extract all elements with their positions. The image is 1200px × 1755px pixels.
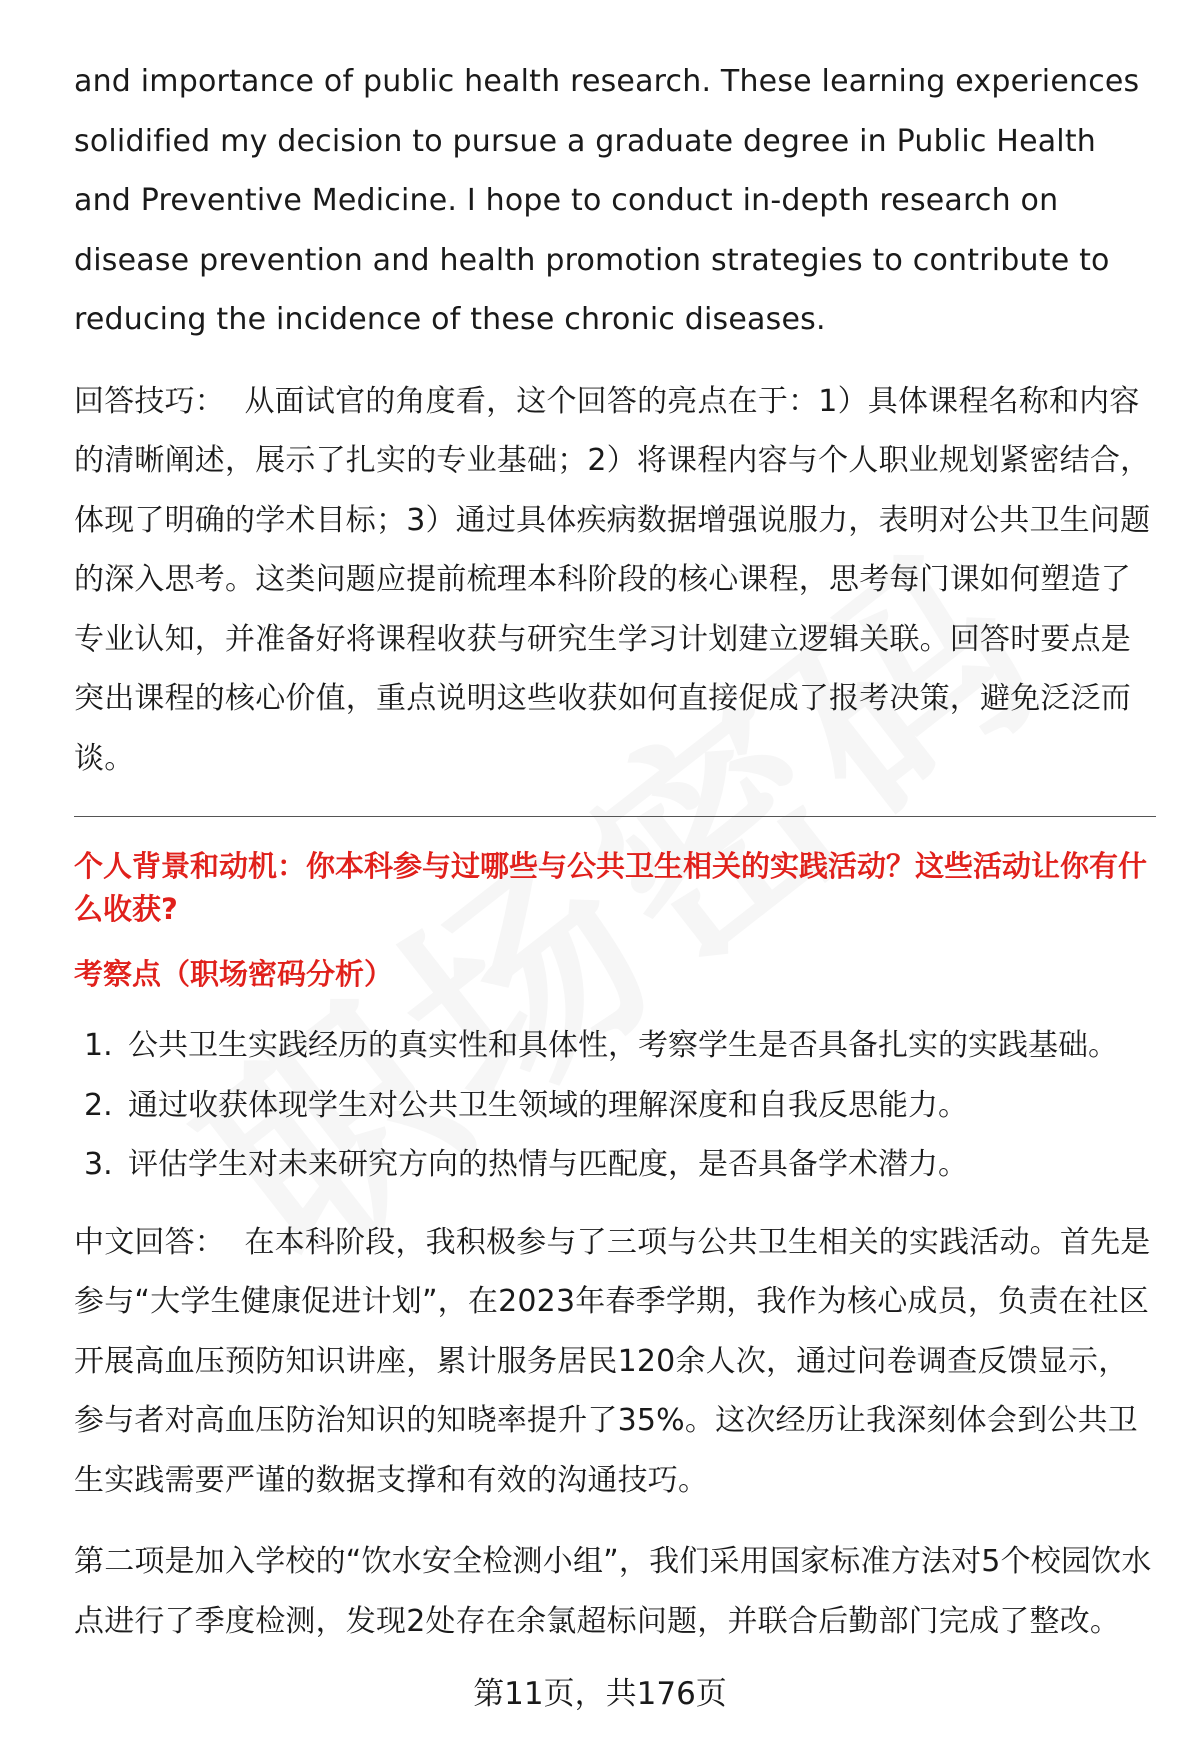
list-text: 公共卫生实践经历的真实性和具体性，考察学生是否具备扎实的实践基础。 [128,1028,1118,1063]
question-heading: 个人背景和动机：你本科参与过哪些与公共卫生相关的实践活动？这些活动让你有什么收获? [74,849,1148,926]
list-number: 2. [84,1087,113,1123]
document-body [74,52,1156,1651]
section-divider [74,816,1156,817]
answer-text-1: 在本科阶段，我积极参与了三项与公共卫生相关的实践活动。首先是参与“大学生健康促进计划”，在2023年春季学期，我作为核心成员，负责在社区开展高血压预防知识讲座，累计服务居民120余人次，通过问卷调查反馈显示，参与者对高血压防治知识的知晓率提升了35%。这次经历让我深刻体会到公共卫生实践需要严谨的数据支撑和有效的沟通技巧。 [74,1224,1151,1498]
list-number: 1. [84,1028,113,1063]
list-text: 评估学生对未来研究方向的热情与匹配度，是否具备学术潜力。 [128,1147,968,1182]
answer-paragraph-2: 第二项是加入学校的“饮水安全检测小组”，我们采用国家标准方法对5个校园饮水点进行了季度检测，发现2处存在余氯超标问题，并联合后勤部门完成了整改。 [74,1544,1152,1639]
tips-label: 回答技巧： [74,383,225,419]
list-item [74,1135,1156,1195]
list-text: 通过收获体现学生对公共卫生领域的理解深度和自我反思能力。 [128,1087,968,1123]
intro-english-paragraph: and importance of public health research. These learning experiences solidified my decision to pursue a graduate degree in Public Health and Preventive Medicine. I hope to conduct in-depth research on disease prevention and health promotion strategies to contribute to reducing the incidence of these chronic diseases. [74,64,1140,337]
assessment-points [74,1016,1156,1195]
tips-text: 从面试官的角度看，这个回答的亮点在于：1）具体课程名称和内容的清晰阐述，展示了扎实的专业基础；2）将课程内容与个人职业规划紧密结合，体现了明确的学术目标；3）通过具体疾病数据增强说服力，表明对公共卫生问题的深入思考。这类问题应提前梳理本科阶段的核心课程，思考每门课如何塑造了专业认知，并准备好将课程收获与研究生学习计划建立逻辑关联。回答时要点是突出课程的核心价值，重点说明这些收获如何直接促成了报考决策，避免泛泛而谈。 [74,383,1151,776]
list-number: 3. [84,1147,113,1182]
answer-paragraph-1 [74,1213,1156,1511]
tips-paragraph [74,372,1156,789]
list-item [74,1016,1156,1076]
list-item [74,1076,1156,1136]
page-footer: 第11页，共176页 [473,1676,727,1712]
answer-label: 中文回答： [74,1224,225,1260]
assessment-title: 考察点（职场密码分析） [74,957,394,991]
